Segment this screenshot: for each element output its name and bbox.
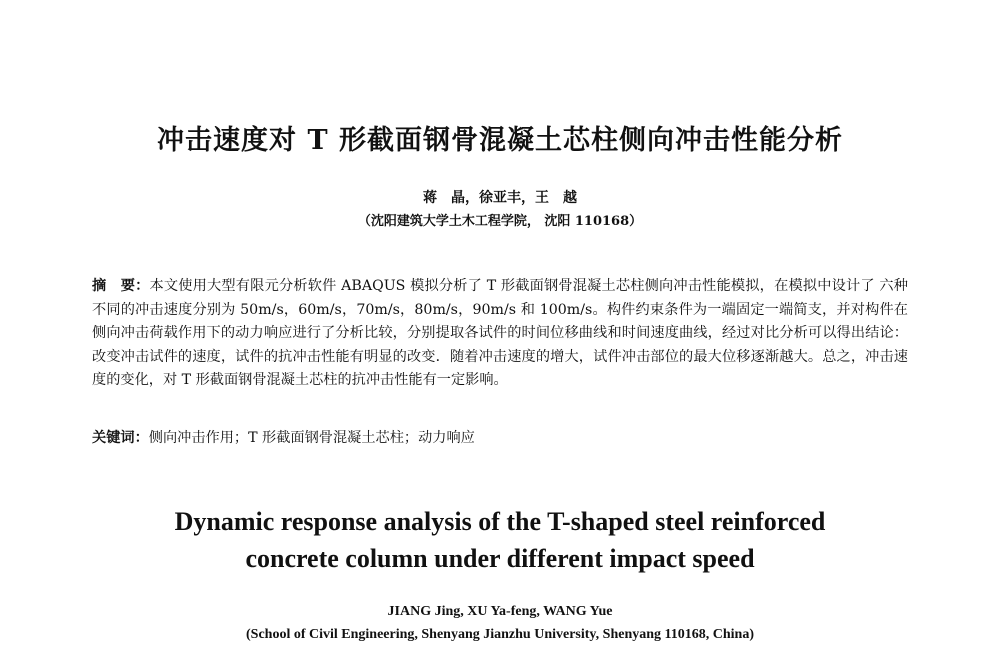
chinese-title: 冲击速度对 T 形截面钢骨混凝土芯柱侧向冲击性能分析 xyxy=(157,125,843,156)
chinese-authors: 蒋 晶，徐亚丰，王 越 xyxy=(423,190,577,206)
english-title xyxy=(0,503,1000,577)
keywords-label: 关键词： xyxy=(92,430,149,446)
chinese-affiliation: （沈阳建筑大学土木工程学院， 沈阳 110168） xyxy=(357,214,643,229)
english-affiliation: (School of Civil Engineering, Shenyang Jianzhu University, Shenyang 110168, China) xyxy=(246,627,754,642)
english-authors: JIANG Jing, XU Ya-feng, WANG Yue xyxy=(387,604,613,619)
chinese-abstract xyxy=(92,275,908,393)
keywords-text: 侧向冲击作用；T 形截面钢骨混凝土芯柱；动力响应 xyxy=(148,430,475,446)
english-title-line-1: Dynamic response analysis of the T-shaped steel reinforced xyxy=(174,507,826,536)
english-title-line-2: concrete column under different impact speed xyxy=(245,544,755,573)
abstract-text: 本文使用大型有限元分析软件 ABAQUS 模拟分析了 T 形截面钢骨混凝土芯柱侧向冲击性能模拟，在模拟中设计了 六种不同的冲击速度分别为 50m/s，60m/s，70m/s，80m/s，90m/s 和 100m/s。构件约束条件为一端固定一端简支，并对构件在侧向冲击荷载作用下的动力响应进行了分析比较，分别提取各试件的时间位移曲线和时间速度曲线，经过对比分析可以得出结论：改变冲击试件的速度，试件的抗冲击性能有明显的改变．随着冲击速度的增大，试件冲击部位的最大位移逐渐越大。总之，冲击速度的变化，对 T 形截面钢骨混凝土芯柱的抗冲击性能有一定影响。 xyxy=(92,278,908,388)
chinese-keywords xyxy=(92,427,908,450)
abstract-label: 摘 要： xyxy=(92,278,150,294)
